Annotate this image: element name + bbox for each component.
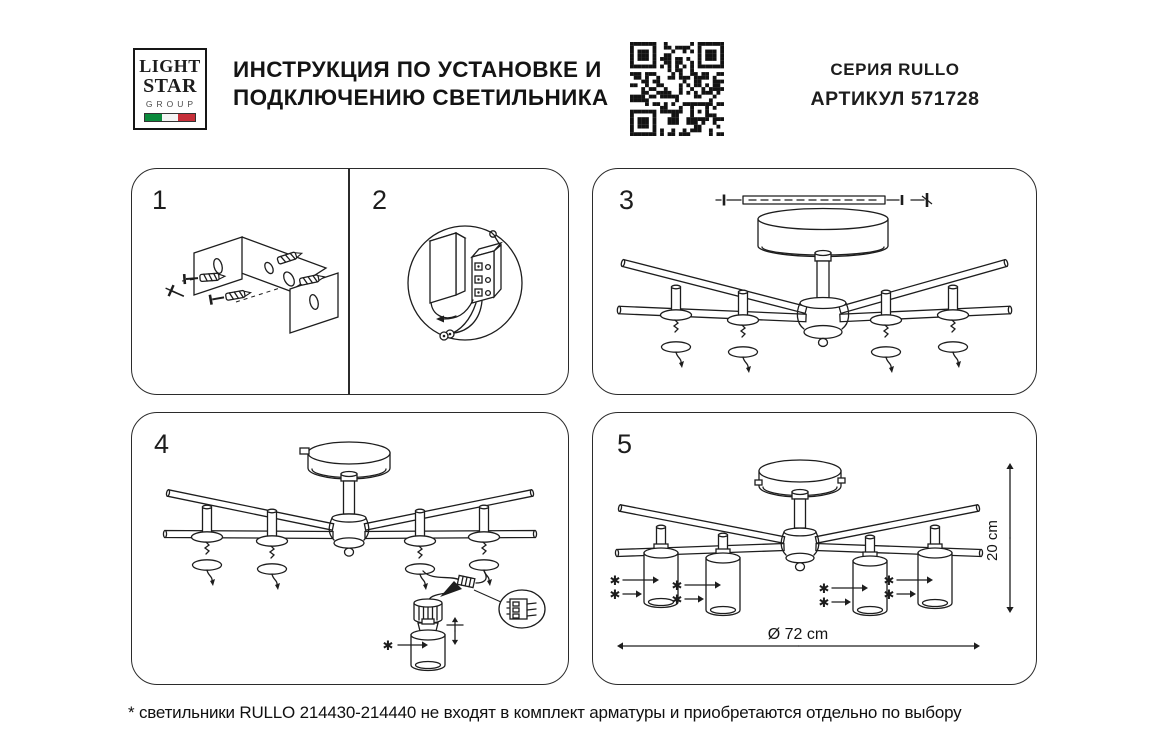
logo-light: LIGHT	[139, 56, 201, 76]
svg-text:✱: ✱	[883, 574, 895, 589]
article-label: АРТИКУЛ 571728	[810, 88, 980, 110]
step-number-4: 4	[154, 429, 170, 459]
step-number-3: 3	[619, 185, 635, 215]
svg-text:✱: ✱	[609, 574, 621, 589]
page-title	[233, 56, 609, 112]
svg-text:20 cm: 20 cm	[984, 520, 1001, 561]
lightstar-logo	[133, 48, 207, 130]
series-label: СЕРИЯ RULLO	[830, 60, 960, 79]
svg-text:✱: ✱	[671, 579, 683, 594]
svg-text:✱: ✱	[883, 588, 895, 603]
logo-group: GROUP	[145, 99, 198, 109]
panel-step-4	[131, 412, 569, 685]
step-number-5: 5	[617, 429, 633, 459]
bracket-and-wiring-diagram	[132, 169, 568, 394]
svg-text:✱: ✱	[818, 582, 830, 597]
svg-text:Ø 72 cm: Ø 72 cm	[767, 626, 829, 643]
panel-step-1-2	[131, 168, 569, 395]
svg-text:✱: ✱	[382, 639, 394, 654]
fixture-mounting-diagram	[593, 169, 1036, 394]
svg-text:✱: ✱	[671, 593, 683, 608]
product-info	[795, 60, 995, 111]
step-number-1: 1	[152, 185, 168, 215]
panel-step-5	[592, 412, 1037, 685]
assembled-fixture-dimensions-diagram	[593, 413, 1036, 684]
footnote: * светильники RULLO 214430-214440 не входят в комплект арматуры и приобретаются отдельно по выбору	[128, 703, 962, 722]
panel-step-3	[592, 168, 1037, 395]
qr-code	[630, 42, 724, 136]
step-number-2: 2	[372, 185, 388, 215]
title-line-2: ПОДКЛЮЧЕНИЮ СВЕТИЛЬНИКА	[233, 85, 609, 110]
lamp-connection-diagram	[132, 413, 568, 684]
italian-flag-icon	[144, 113, 196, 122]
svg-text:✱: ✱	[609, 588, 621, 603]
title-line-1: ИНСТРУКЦИЯ ПО УСТАНОВКЕ И	[233, 57, 602, 82]
svg-text:✱: ✱	[818, 596, 830, 611]
logo-star: STAR	[143, 75, 197, 97]
